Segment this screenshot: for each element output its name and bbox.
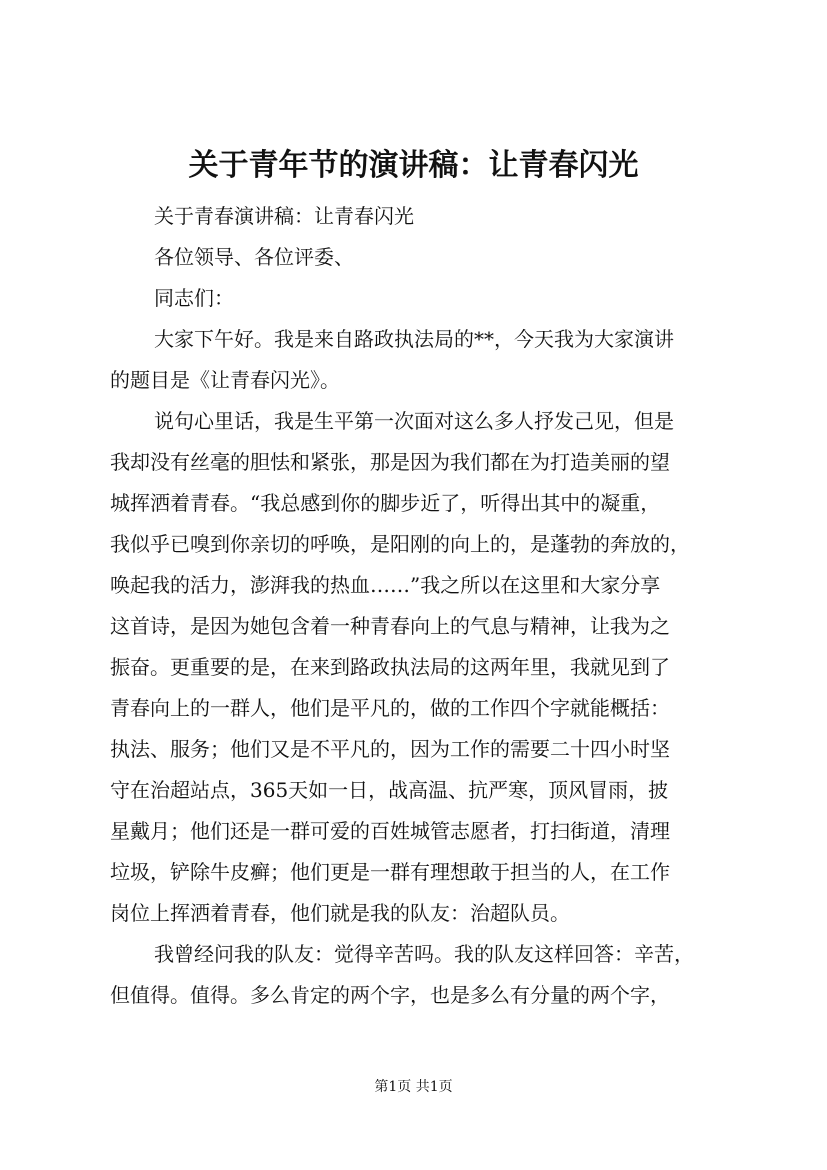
document-body [110,196,722,1016]
paragraph-line: 守在治超站点，365天如一日，战高温、抗严寒，顶风冒雨，披 [110,778,669,802]
paragraph-line: 垃圾，铲除牛皮癣；他们更是一群有理想敢于担当的人，在工作 [110,860,670,884]
paragraph-line: 关于青春演讲稿：让青春闪光 [154,204,414,228]
paragraph [110,196,722,237]
paragraph [110,401,722,934]
paragraph-line: 执法、服务；他们又是不平凡的，因为工作的需要二十四小时坚 [110,737,670,761]
paragraph [110,237,722,278]
page-footer: 第1页 共1页 [374,1079,453,1095]
paragraph-line: 星戴月；他们还是一群可爱的百姓城管志愿者，打扫街道，清理 [110,819,670,843]
paragraph-line: 但值得。值得。多么肯定的两个字，也是多么有分量的两个字， [110,983,670,1007]
paragraph-line: 我曾经问我的队友：觉得辛苦吗。我的队友这样回答：辛苦， [154,942,694,966]
paragraph-line: 城挥洒着青春。“我总感到你的脚步近了，听得出其中的凝重， [110,491,661,515]
paragraph-line: 大家下午好。我是来自路政执法局的**，今天我为大家演讲 [154,327,674,351]
paragraph-line: 唤起我的活力，澎湃我的热血……”我之所以在这里和大家分享 [110,573,661,597]
paragraph-line: 同志们： [154,286,234,310]
paragraph [110,934,722,1016]
paragraph-line: 各位领导、各位评委、 [154,245,354,269]
paragraph-line: 岗位上挥洒着青春，他们就是我的队友：治超队员。 [110,901,570,925]
paragraph-line: 说句心里话，我是生平第一次面对这么多人抒发己见，但是 [154,409,674,433]
paragraph-line: 青春向上的一群人，他们是平凡的，做的工作四个字就能概括： [110,696,670,720]
paragraph-line: 这首诗，是因为她包含着一种青春向上的气息与精神，让我为之 [110,614,670,638]
paragraph-line: 我似乎已嗅到你亲切的呼唤，是阳刚的向上的，是蓬勃的奔放的， [110,532,690,556]
paragraph [110,278,722,319]
document-title: 关于青年节的演讲稿：让青春闪光 [188,148,639,183]
paragraph-line: 我却没有丝毫的胆怯和紧张，那是因为我们都在为打造美丽的望 [110,450,670,474]
paragraph-line: 的题目是《让青春闪光》。 [110,368,340,392]
paragraph-line: 振奋。更重要的是，在来到路政执法局的这两年里，我就见到了 [110,655,670,679]
paragraph [110,319,722,401]
